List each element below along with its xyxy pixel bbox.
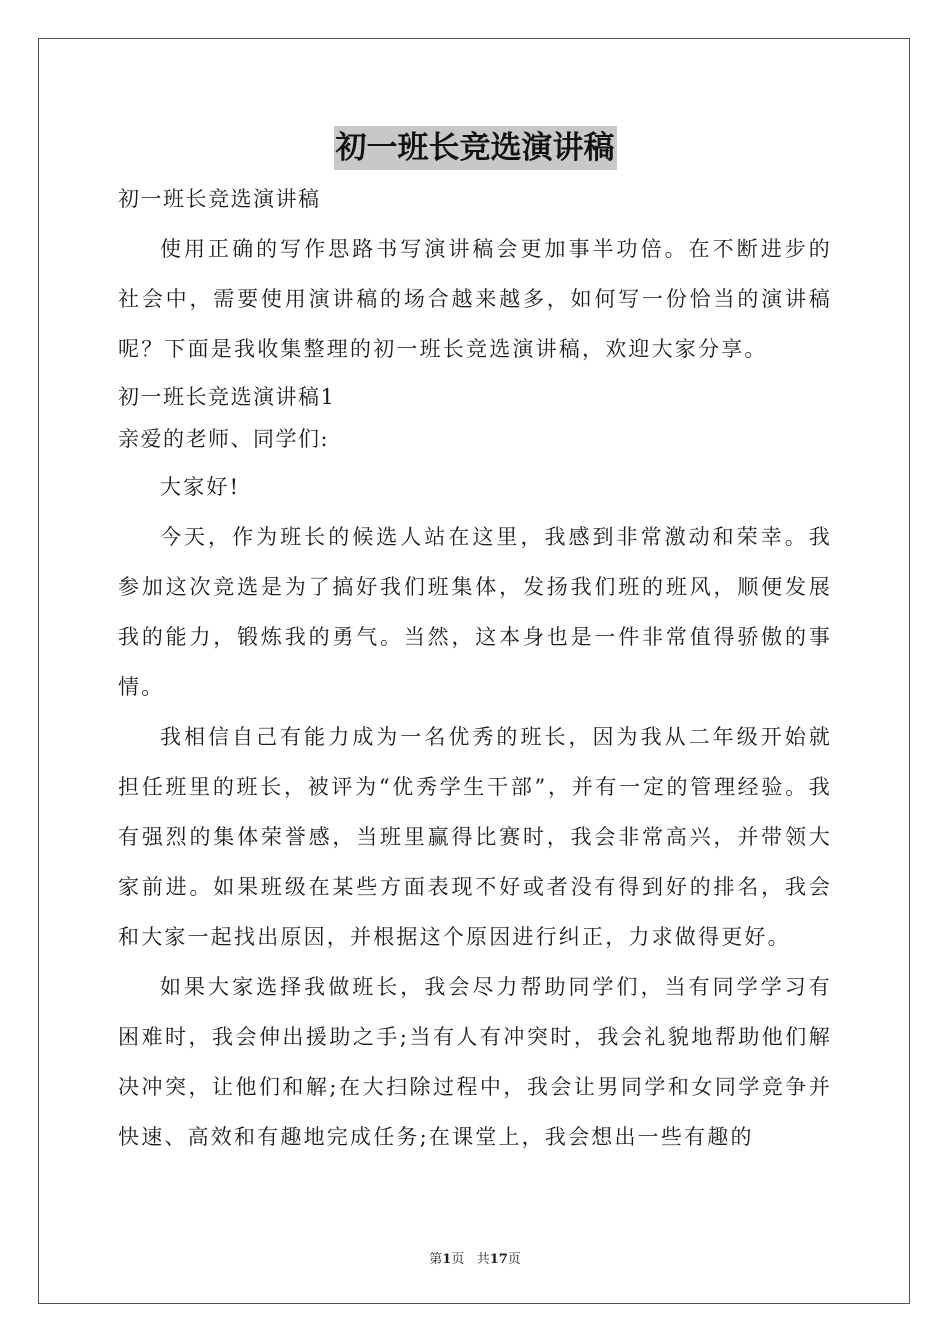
footer-current-page: 1 [442,1252,452,1267]
greeting: 大家好! [160,475,241,499]
document-subtitle: 初一班长竞选演讲稿 [118,187,321,211]
body-paragraph-2: 我相信自己有能力成为一名优秀的班长，因为我从二年级开始就担任班里的班长，被评为“优秀学生干部”，并有一定的管理经验。我有强烈的集体荣誉感，当班里赢得比赛时，我会非常高兴，并带领大家前进。如果班级在某些方面表现不好或者没有得到好的排名，我会和大家一起找出原因，并根据这个原因进行纠正，力求做得更好。 [118,725,832,949]
footer-total-prefix: 共 [476,1252,490,1267]
footer-total-pages: 17 [489,1252,508,1267]
intro-paragraph: 使用正确的写作思路书写演讲稿会更加事半功倍。在不断进步的社会中，需要使用演讲稿的场合越来越多，如何写一份恰当的演讲稿呢？下面是我收集整理的初一班长竞选演讲稿，欢迎大家分享。 [118,237,832,361]
footer-page-prefix: 第 [429,1252,443,1267]
section-heading: 初一班长竞选演讲稿1 [118,385,336,409]
document-title-wrap [0,126,950,170]
salutation: 亲爱的老师、同学们: [118,427,330,451]
page-footer [0,1248,950,1267]
footer-page-suffix: 页 [451,1252,465,1267]
document-title: 初一班长竞选演讲稿 [334,126,617,170]
footer-total-suffix: 页 [507,1252,521,1267]
body-paragraph-1: 今天，作为班长的候选人站在这里，我感到非常激动和荣幸。我参加这次竞选是为了搞好我们班集体，发扬我们班的班风，顺便发展我的能力，锻炼我的勇气。当然，这本身也是一件非常值得骄傲的事情。 [118,525,832,699]
body-paragraph-3: 如果大家选择我做班长，我会尽力帮助同学们，当有同学学习有困难时，我会伸出援助之手;当有人有冲突时，我会礼貌地帮助他们解决冲突，让他们和解;在大扫除过程中，我会让男同学和女同学竞争并快速、高效和有趣地完成任务;在课堂上，我会想出一些有趣的 [118,975,832,1149]
document-body [118,180,832,1162]
